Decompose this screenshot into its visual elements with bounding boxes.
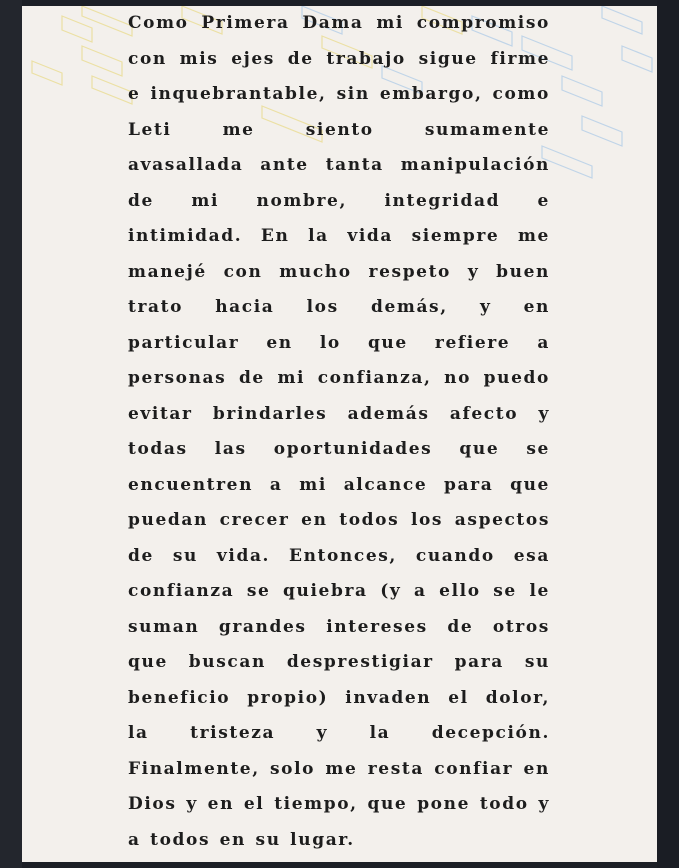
statement-line: Finalmente, solo me resta confiar en bbox=[128, 758, 550, 779]
statement-line: e inquebrantable, sin embargo, como bbox=[128, 84, 550, 104]
statement-line: intimidad. En la vida siempre me bbox=[128, 226, 550, 246]
statement-line: suman grandes intereses de otros bbox=[128, 616, 550, 637]
statement-text bbox=[128, 6, 550, 858]
left-dark-edge bbox=[0, 0, 22, 868]
statement-line: la tristeza y la decepción. bbox=[128, 723, 550, 743]
statement-line: puedan crecer en todos los aspectos bbox=[128, 510, 550, 530]
statement-line: personas de mi confianza, no puedo bbox=[128, 368, 550, 388]
statement-line: de su vida. Entonces, cuando esa bbox=[128, 545, 550, 566]
statement-line: de mi nombre, integridad e bbox=[128, 190, 550, 211]
statement-paper bbox=[22, 6, 657, 862]
statement-line: Como Primera Dama mi compromiso bbox=[128, 13, 550, 33]
statement-line: confianza se quiebra (y a ello se le bbox=[128, 581, 550, 601]
statement-line: encuentren a mi alcance para que bbox=[128, 474, 550, 495]
statement-line: beneficio propio) invaden el dolor, bbox=[128, 687, 550, 708]
statement-line: particular en lo que refiere a bbox=[128, 332, 550, 353]
statement-line: Leti me siento sumamente bbox=[128, 119, 550, 140]
right-dark-edge bbox=[657, 0, 679, 868]
statement-line: avasallada ante tanta manipulación bbox=[128, 155, 550, 175]
statement-line: trato hacia los demás, y en bbox=[128, 297, 550, 317]
statement-line: Dios y en el tiempo, que pone todo y bbox=[128, 794, 550, 814]
statement-line: evitar brindarles además afecto y bbox=[128, 403, 550, 424]
statement-line: todas las oportunidades que se bbox=[128, 439, 550, 459]
statement-line: que buscan desprestigiar para su bbox=[128, 652, 550, 672]
statement-line: manejé con mucho respeto y buen bbox=[128, 261, 550, 282]
statement-line: a todos en su lugar. bbox=[128, 829, 355, 850]
statement-line: con mis ejes de trabajo sigue firme bbox=[128, 48, 550, 69]
